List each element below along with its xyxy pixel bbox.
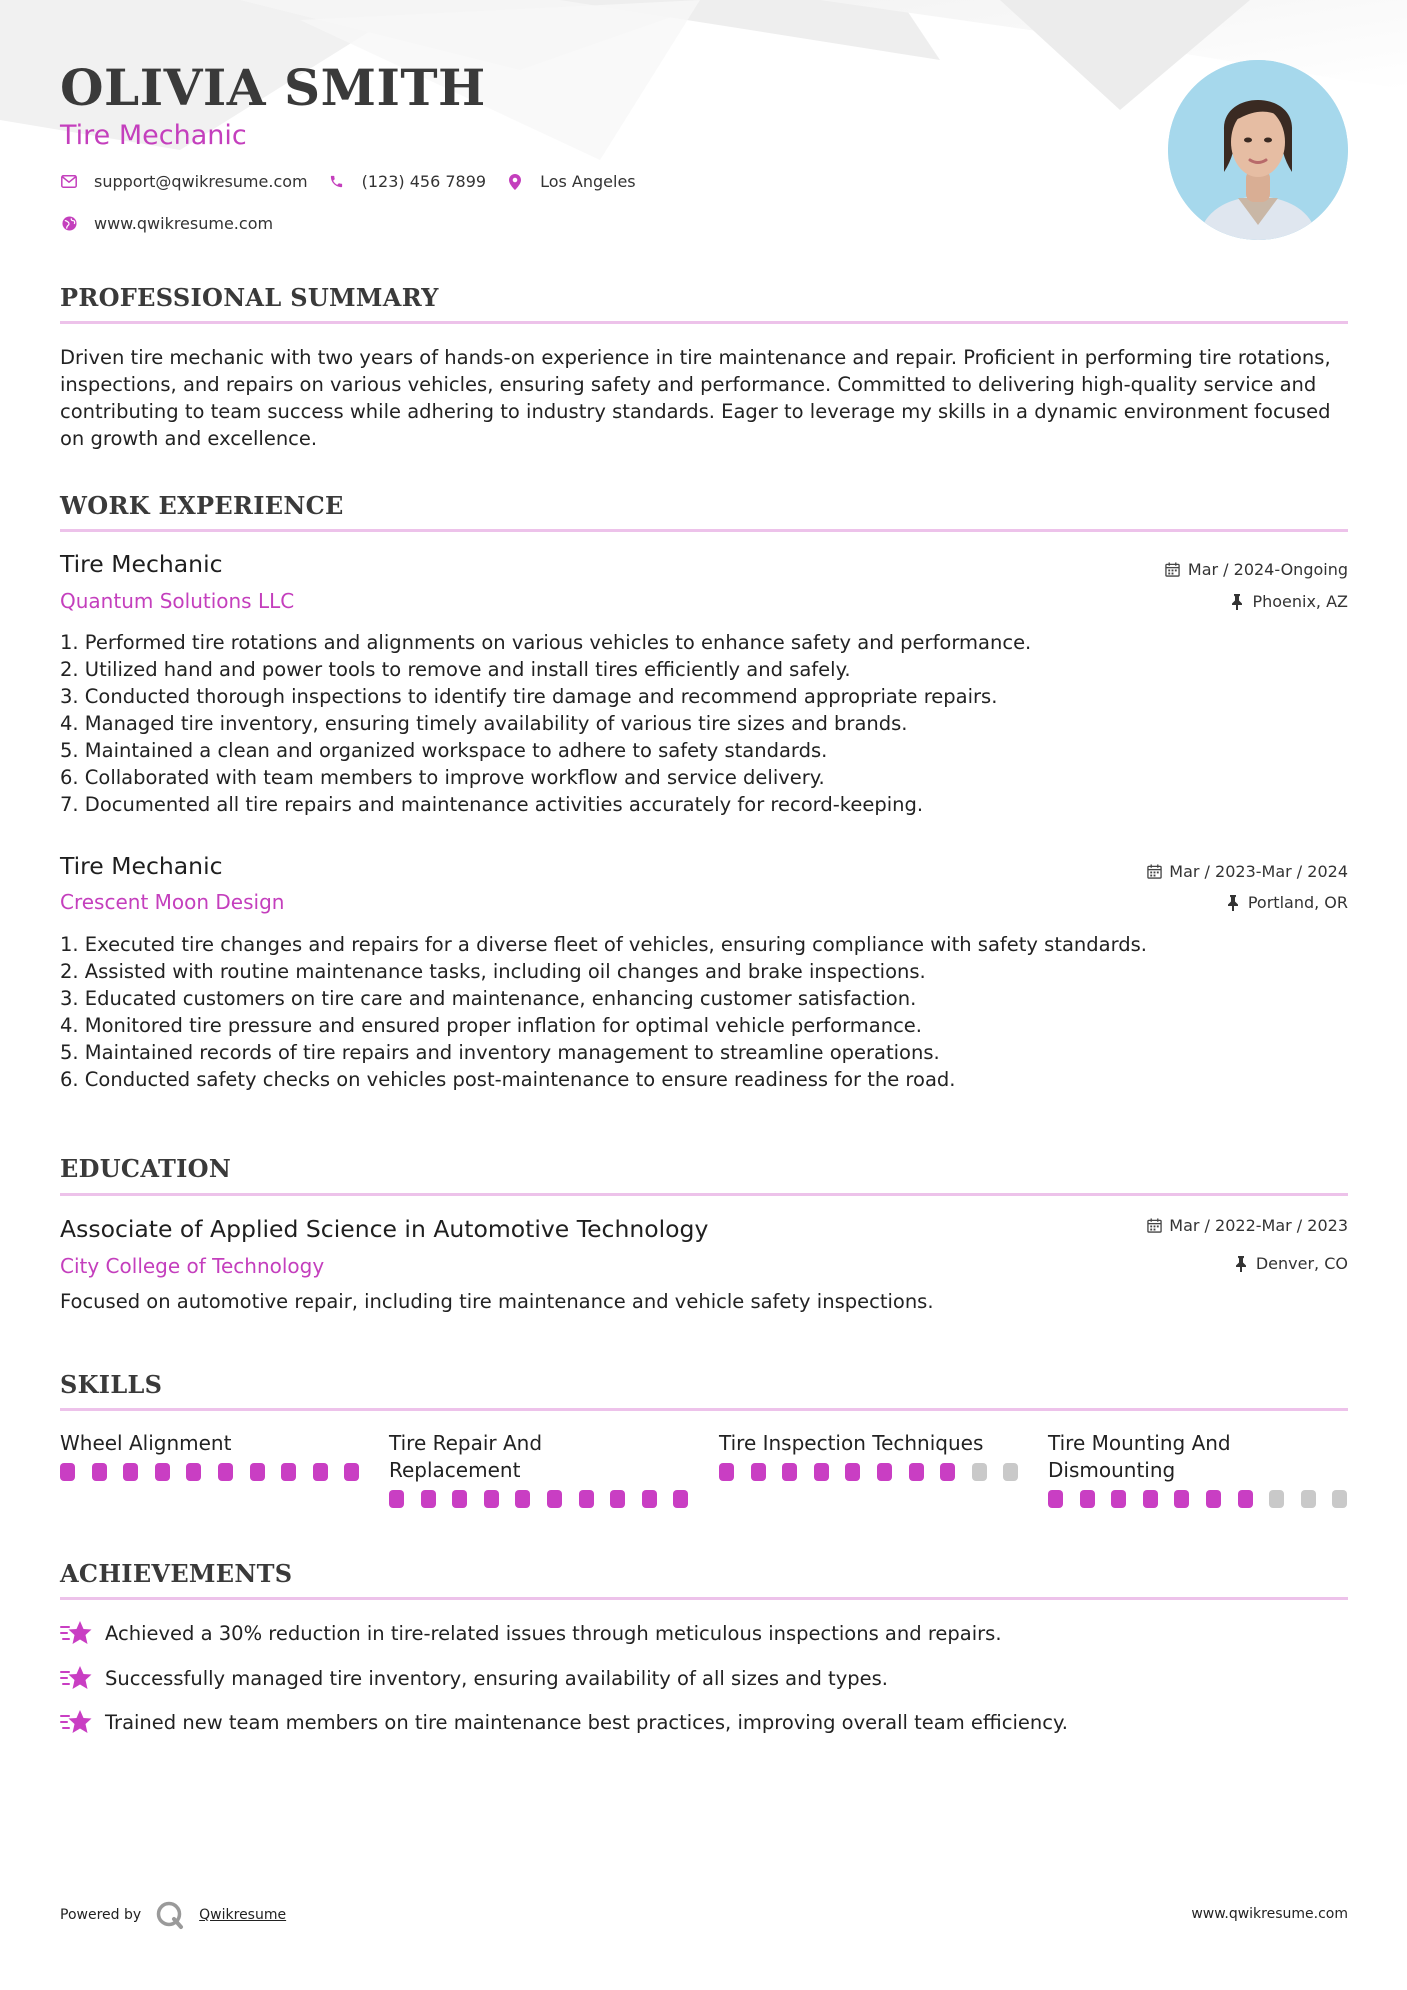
envelope-icon: [60, 173, 78, 191]
job-1-dates-text: Mar / 2024-Ongoing: [1187, 560, 1348, 579]
skill-dot-filled: [1206, 1490, 1221, 1508]
skill-name-line1: Wheel Alignment: [60, 1431, 232, 1455]
achievement-text: Achieved a 30% reduction in tire-related issues through meticulous inspections and repairs.: [105, 1621, 1002, 1645]
location-text: Los Angeles: [540, 172, 636, 191]
education-divider: [60, 1193, 1348, 1196]
job-1-bullet: 2. Utilized hand and power tools to remove and install tires efficiently and safely.: [60, 658, 851, 681]
summary-divider: [60, 321, 1348, 324]
education-location: [1232, 1254, 1348, 1273]
achievement-text: Successfully managed tire inventory, ensuring availability of all sizes and types.: [105, 1666, 888, 1690]
skill-dot-filled: [1111, 1490, 1126, 1508]
skill-dot-filled: [1143, 1490, 1158, 1508]
job-1-location-text: Phoenix, AZ: [1252, 592, 1348, 611]
skill-dot-filled: [940, 1463, 955, 1481]
calendar-icon: [1145, 1217, 1163, 1235]
achievement-item: [60, 1708, 1068, 1736]
phone-icon: [328, 173, 346, 191]
job-2-dates: [1145, 862, 1348, 881]
skill-dot-filled: [250, 1463, 265, 1481]
achievement-text: Trained new team members on tire maintenance best practices, improving overall team efficiency.: [105, 1710, 1068, 1734]
pushpin-icon: [1224, 894, 1242, 912]
achievements-divider: [60, 1597, 1348, 1600]
education-dates: [1145, 1216, 1348, 1235]
skill-name-line2: Replacement: [389, 1458, 521, 1482]
job-1-bullet: 6. Collaborated with team members to improve workflow and service delivery.: [60, 766, 825, 789]
skill-dot-filled: [610, 1490, 625, 1508]
job-2-location-text: Portland, OR: [1247, 893, 1348, 912]
experience-title: WORK EXPERIENCE: [60, 491, 344, 520]
skill-dot-filled: [92, 1463, 107, 1481]
skills-divider: [60, 1408, 1348, 1411]
skill-name-line1: Tire Repair And: [389, 1431, 543, 1455]
candidate-name: OLIVIA SMITH: [60, 58, 486, 117]
job-1-bullet: 5. Maintained a clean and organized workspace to adhere to safety standards.: [60, 739, 828, 762]
skill-item: [1048, 1430, 1348, 1508]
candidate-role: Tire Mechanic: [60, 120, 247, 151]
skill-dot-filled: [547, 1490, 562, 1508]
contact-location: [506, 172, 636, 191]
skill-dot-filled: [123, 1463, 138, 1481]
education-school: City College of Technology: [60, 1254, 325, 1278]
skill-dot-filled: [313, 1463, 328, 1481]
skill-dot-empty: [972, 1463, 987, 1481]
contact-row-secondary: [60, 214, 293, 233]
calendar-icon: [1164, 561, 1182, 579]
education-location-text: Denver, CO: [1255, 1254, 1348, 1273]
achievements-title: ACHIEVEMENTS: [60, 1559, 293, 1588]
skill-dot-filled: [60, 1463, 75, 1481]
contact-email[interactable]: [60, 172, 308, 191]
skill-dot-filled: [218, 1463, 233, 1481]
skill-dot-filled: [186, 1463, 201, 1481]
skill-dot-empty: [1269, 1490, 1284, 1508]
education-description: Focused on automotive repair, including tire maintenance and vehicle safety inspections.: [60, 1290, 934, 1313]
job-2-bullet: 3. Educated customers on tire care and maintenance, enhancing customer satisfaction.: [60, 987, 917, 1010]
skill-dot-filled: [719, 1463, 734, 1481]
powered-by-text: Powered by: [60, 1907, 142, 1923]
job-2-dates-text: Mar / 2023-Mar / 2024: [1169, 862, 1348, 881]
job-1-dates: [1164, 560, 1348, 579]
skill-dot-filled: [344, 1463, 359, 1481]
star-icon: [60, 1664, 92, 1692]
footer-website[interactable]: www.qwikresume.com: [1191, 1906, 1348, 1922]
skill-dot-filled: [452, 1490, 467, 1508]
map-pin-icon: [506, 173, 524, 191]
globe-icon: [60, 215, 78, 233]
star-icon: [60, 1619, 92, 1647]
contact-row-primary: [60, 172, 656, 191]
job-1-bullet: 4. Managed tire inventory, ensuring timely availability of various tire sizes and brands.: [60, 712, 908, 735]
experience-divider: [60, 529, 1348, 532]
skill-dot-filled: [642, 1490, 657, 1508]
job-1-bullets: [60, 629, 1350, 818]
skill-name-line1: Tire Mounting And: [1048, 1431, 1231, 1455]
skill-dot-filled: [579, 1490, 594, 1508]
achievement-item: [60, 1619, 1002, 1647]
star-icon: [60, 1708, 92, 1736]
qwikresume-link[interactable]: Qwikresume: [199, 1907, 287, 1923]
summary-title: PROFESSIONAL SUMMARY: [60, 283, 439, 312]
skill-dot-filled: [877, 1463, 892, 1481]
education-dates-text: Mar / 2022-Mar / 2023: [1169, 1216, 1348, 1235]
contact-website[interactable]: [60, 214, 273, 233]
skill-dot-filled: [421, 1490, 436, 1508]
skill-dot-filled: [281, 1463, 296, 1481]
skill-name-line1: Tire Inspection Techniques: [719, 1431, 984, 1455]
job-2-bullet: 2. Assisted with routine maintenance tasks, including oil changes and brake inspections.: [60, 960, 926, 983]
skill-dot-filled: [751, 1463, 766, 1481]
job-1-bullet: 7. Documented all tire repairs and maintenance activities accurately for record-keeping.: [60, 793, 924, 816]
summary-text: Driven tire mechanic with two years of hands-on experience in tire maintenance and repair. Proficient in performing tire rotations, inspections, and repairs on various vehicles, ensuring safety and performance. Committed to delivering high-quality service and contributing to team success while adhering to industry standards. Eager to leverage my skills in a dynamic environment focused on growth and excellence.: [60, 346, 1331, 450]
job-2-bullets: [60, 931, 1350, 1093]
pushpin-icon: [1228, 593, 1246, 611]
skill-dot-filled: [1080, 1490, 1095, 1508]
skill-dot-filled: [673, 1490, 688, 1508]
job-1-company: Quantum Solutions LLC: [60, 589, 295, 613]
skill-dot-filled: [515, 1490, 530, 1508]
skill-rating: [1048, 1490, 1348, 1508]
skill-dot-empty: [1301, 1490, 1316, 1508]
job-2-bullet: 4. Monitored tire pressure and ensured proper inflation for optimal vehicle performance.: [60, 1014, 922, 1037]
job-1-location: [1228, 592, 1348, 611]
achievement-item: [60, 1664, 888, 1692]
education-degree: Associate of Applied Science in Automotive Technology: [60, 1215, 709, 1243]
skill-dot-filled: [909, 1463, 924, 1481]
skill-dot-filled: [389, 1490, 404, 1508]
skill-dot-empty: [1003, 1463, 1018, 1481]
job-2-company: Crescent Moon Design: [60, 890, 285, 914]
job-2-bullet: 1. Executed tire changes and repairs for a diverse fleet of vehicles, ensuring compliance with safety standards.: [60, 933, 1148, 956]
skill-rating: [60, 1463, 360, 1481]
skill-rating: [389, 1490, 689, 1508]
skill-dot-filled: [814, 1463, 829, 1481]
skill-dot-filled: [1174, 1490, 1189, 1508]
calendar-icon: [1145, 863, 1163, 881]
job-1-title: Tire Mechanic: [60, 550, 223, 578]
phone-text: (123) 456 7899: [361, 172, 487, 191]
job-2-title: Tire Mechanic: [60, 852, 223, 880]
footer-powered-by: [60, 1900, 286, 1930]
skill-dot-filled: [484, 1490, 499, 1508]
website-text: www.qwikresume.com: [94, 214, 274, 233]
skill-dot-filled: [845, 1463, 860, 1481]
skill-dot-filled: [1048, 1490, 1063, 1508]
contact-phone[interactable]: [328, 172, 486, 191]
job-2-bullet: 6. Conducted safety checks on vehicles post-maintenance to ensure readiness for the road.: [60, 1068, 956, 1091]
job-1-bullet: 1. Performed tire rotations and alignments on various vehicles to enhance safety and performance.: [60, 631, 1032, 654]
skill-rating: [719, 1463, 1019, 1481]
skill-dot-filled: [155, 1463, 170, 1481]
skill-dot-filled: [782, 1463, 797, 1481]
qwikresume-logo-icon: [155, 1900, 185, 1930]
job-2-location: [1224, 893, 1348, 912]
skill-item: [60, 1430, 360, 1481]
pushpin-icon: [1232, 1255, 1250, 1273]
skills-title: SKILLS: [60, 1370, 163, 1399]
job-1-bullet: 3. Conducted thorough inspections to identify tire damage and recommend appropriate repairs.: [60, 685, 998, 708]
skill-item: [389, 1430, 689, 1508]
email-text: support@qwikresume.com: [94, 172, 308, 191]
skill-name-line2: Dismounting: [1048, 1458, 1176, 1482]
skill-dot-empty: [1332, 1490, 1347, 1508]
profile-photo: [1168, 60, 1348, 240]
skill-item: [719, 1430, 1019, 1481]
education-title: EDUCATION: [60, 1154, 232, 1183]
skill-dot-filled: [1238, 1490, 1253, 1508]
job-2-bullet: 5. Maintained records of tire repairs and inventory management to streamline operations.: [60, 1041, 940, 1064]
